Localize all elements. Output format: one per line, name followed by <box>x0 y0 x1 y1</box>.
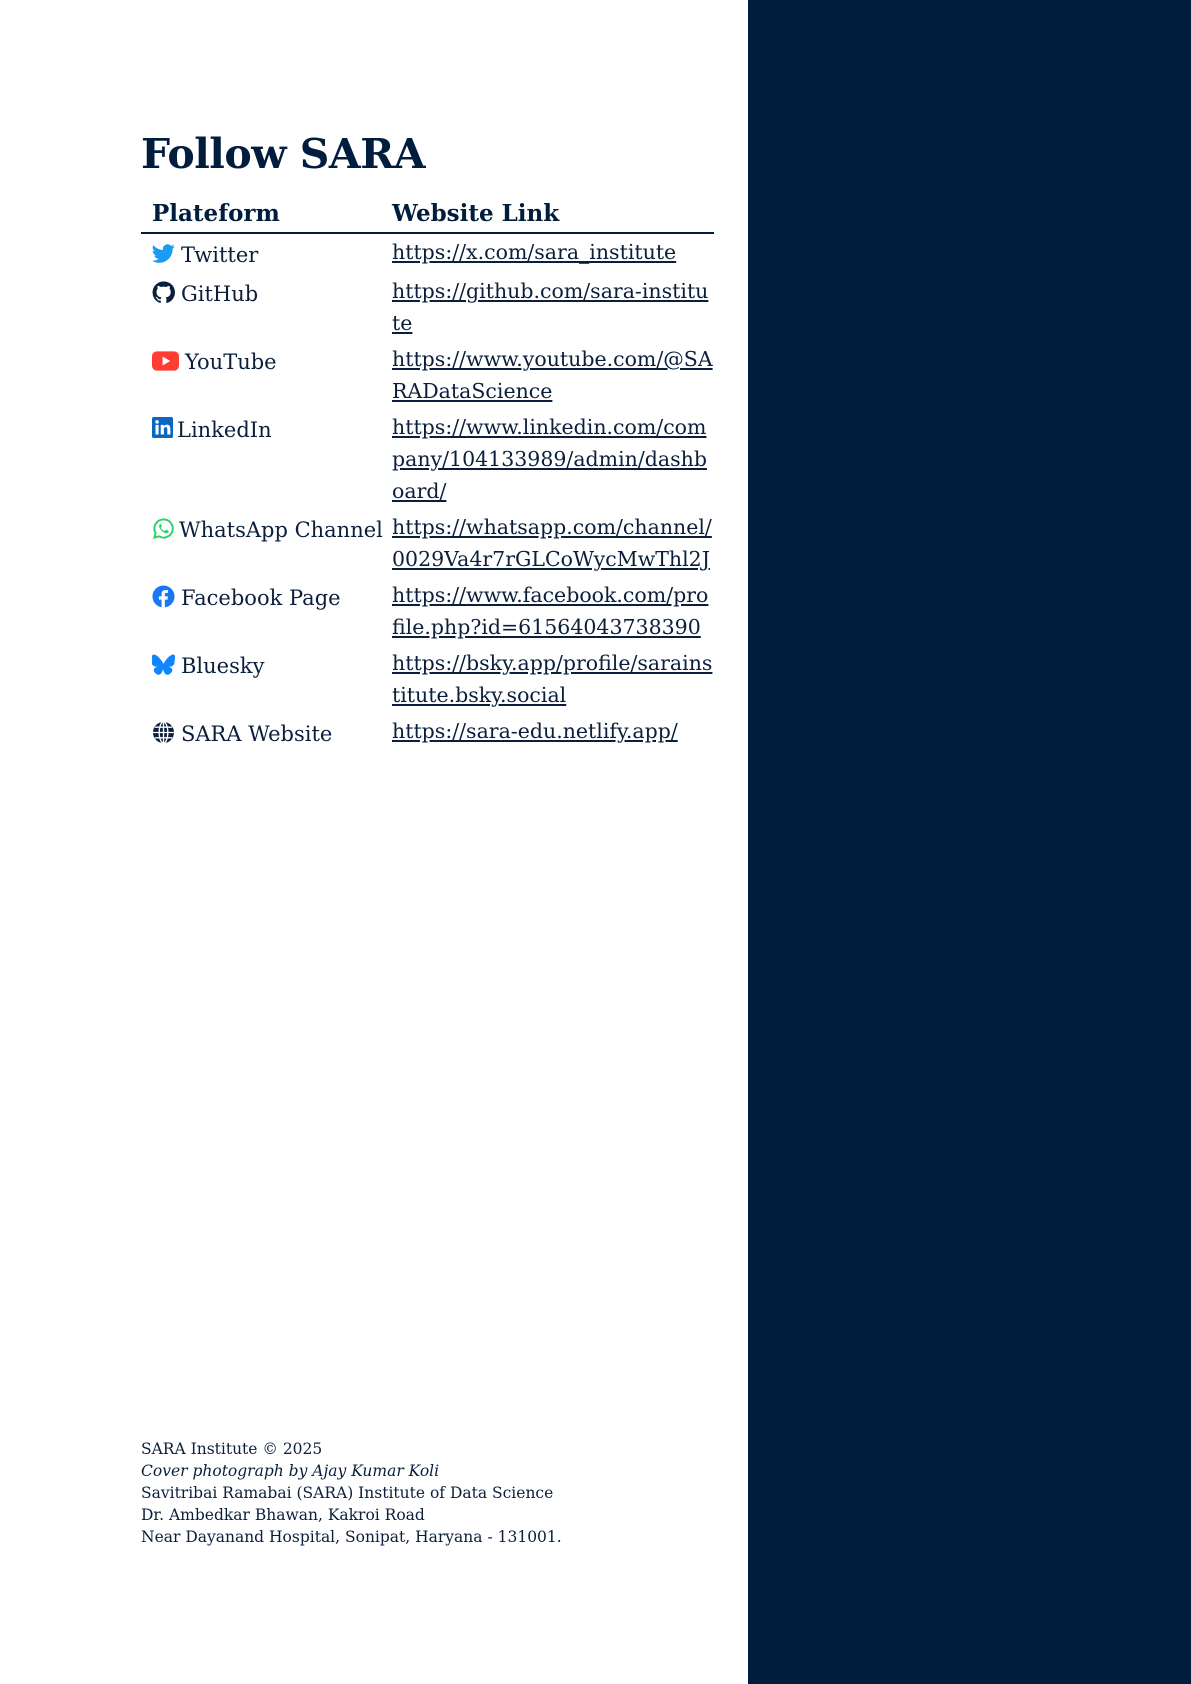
twitter-link[interactable]: https://x.com/sara_institute <box>392 240 677 264</box>
linkedin-link[interactable]: https://www.linkedin.com/company/104133989/admin/dashboard/ <box>392 415 707 503</box>
platform-cell <box>141 233 381 273</box>
page-title: Follow SARA <box>141 130 426 178</box>
table-row <box>141 273 714 341</box>
linkedin-icon <box>152 417 173 440</box>
link-cell <box>381 645 714 713</box>
platform-cell <box>141 713 381 752</box>
whatsapp-link[interactable]: https://whatsapp.com/channel/0029Va4r7rGLCoWycMwThl2J <box>392 515 712 571</box>
table-header-row <box>141 199 714 233</box>
globe-icon <box>152 721 175 744</box>
platform-name: LinkedIn <box>177 418 272 442</box>
platform-name: GitHub <box>181 282 259 306</box>
platform-cell <box>141 577 381 645</box>
table-row <box>141 577 714 645</box>
bluesky-icon <box>152 653 175 676</box>
platform-name: YouTube <box>185 350 277 374</box>
address-line-2: Near Dayanand Hospital, Sonipat, Haryana - 131001. <box>141 1528 562 1546</box>
link-cell <box>381 409 714 509</box>
github-icon <box>152 281 175 304</box>
link-cell <box>381 341 714 409</box>
footer-colophon <box>141 1438 562 1548</box>
github-link[interactable]: https://github.com/sara-institute <box>392 279 709 335</box>
navy-sidebar-panel <box>748 0 1191 1684</box>
platform-name: Twitter <box>181 243 259 267</box>
table-row <box>141 509 714 577</box>
follow-section <box>141 128 714 752</box>
website-link[interactable]: https://sara-edu.netlify.app/ <box>392 719 678 743</box>
twitter-icon <box>152 242 175 265</box>
platform-cell <box>141 409 381 509</box>
institute-name: Savitribai Ramabai (SARA) Institute of Data Science <box>141 1484 554 1502</box>
copyright-text: SARA Institute © 2025 <box>141 1440 323 1458</box>
social-links-table <box>141 199 714 752</box>
facebook-icon <box>152 585 175 608</box>
table-row <box>141 645 714 713</box>
table-row <box>141 409 714 509</box>
link-cell <box>381 273 714 341</box>
whatsapp-icon <box>152 517 175 540</box>
platform-name: SARA Website <box>181 722 333 746</box>
platform-cell <box>141 341 381 409</box>
link-cell <box>381 713 714 752</box>
platform-name: WhatsApp Channel <box>179 518 383 542</box>
link-column-header: Website Link <box>381 199 714 233</box>
table-row <box>141 341 714 409</box>
facebook-link[interactable]: https://www.facebook.com/profile.php?id=61564043738390 <box>392 583 709 639</box>
platform-name: Facebook Page <box>181 586 341 610</box>
address-line-1: Dr. Ambedkar Bhawan, Kakroi Road <box>141 1506 425 1524</box>
photo-credit: Cover photograph by Ajay Kumar Koli <box>141 1462 440 1480</box>
youtube-link[interactable]: https://www.youtube.com/@SARADataScience <box>392 347 713 403</box>
link-cell <box>381 509 714 577</box>
platform-cell <box>141 509 381 577</box>
table-row <box>141 713 714 752</box>
youtube-icon <box>152 349 179 372</box>
link-cell <box>381 577 714 645</box>
platform-cell <box>141 645 381 713</box>
platform-column-header: Plateform <box>141 199 381 233</box>
table-row <box>141 233 714 273</box>
platform-cell <box>141 273 381 341</box>
platform-name: Bluesky <box>181 654 265 678</box>
bluesky-link[interactable]: https://bsky.app/profile/sarainstitute.bsky.social <box>392 651 713 707</box>
link-cell <box>381 233 714 273</box>
